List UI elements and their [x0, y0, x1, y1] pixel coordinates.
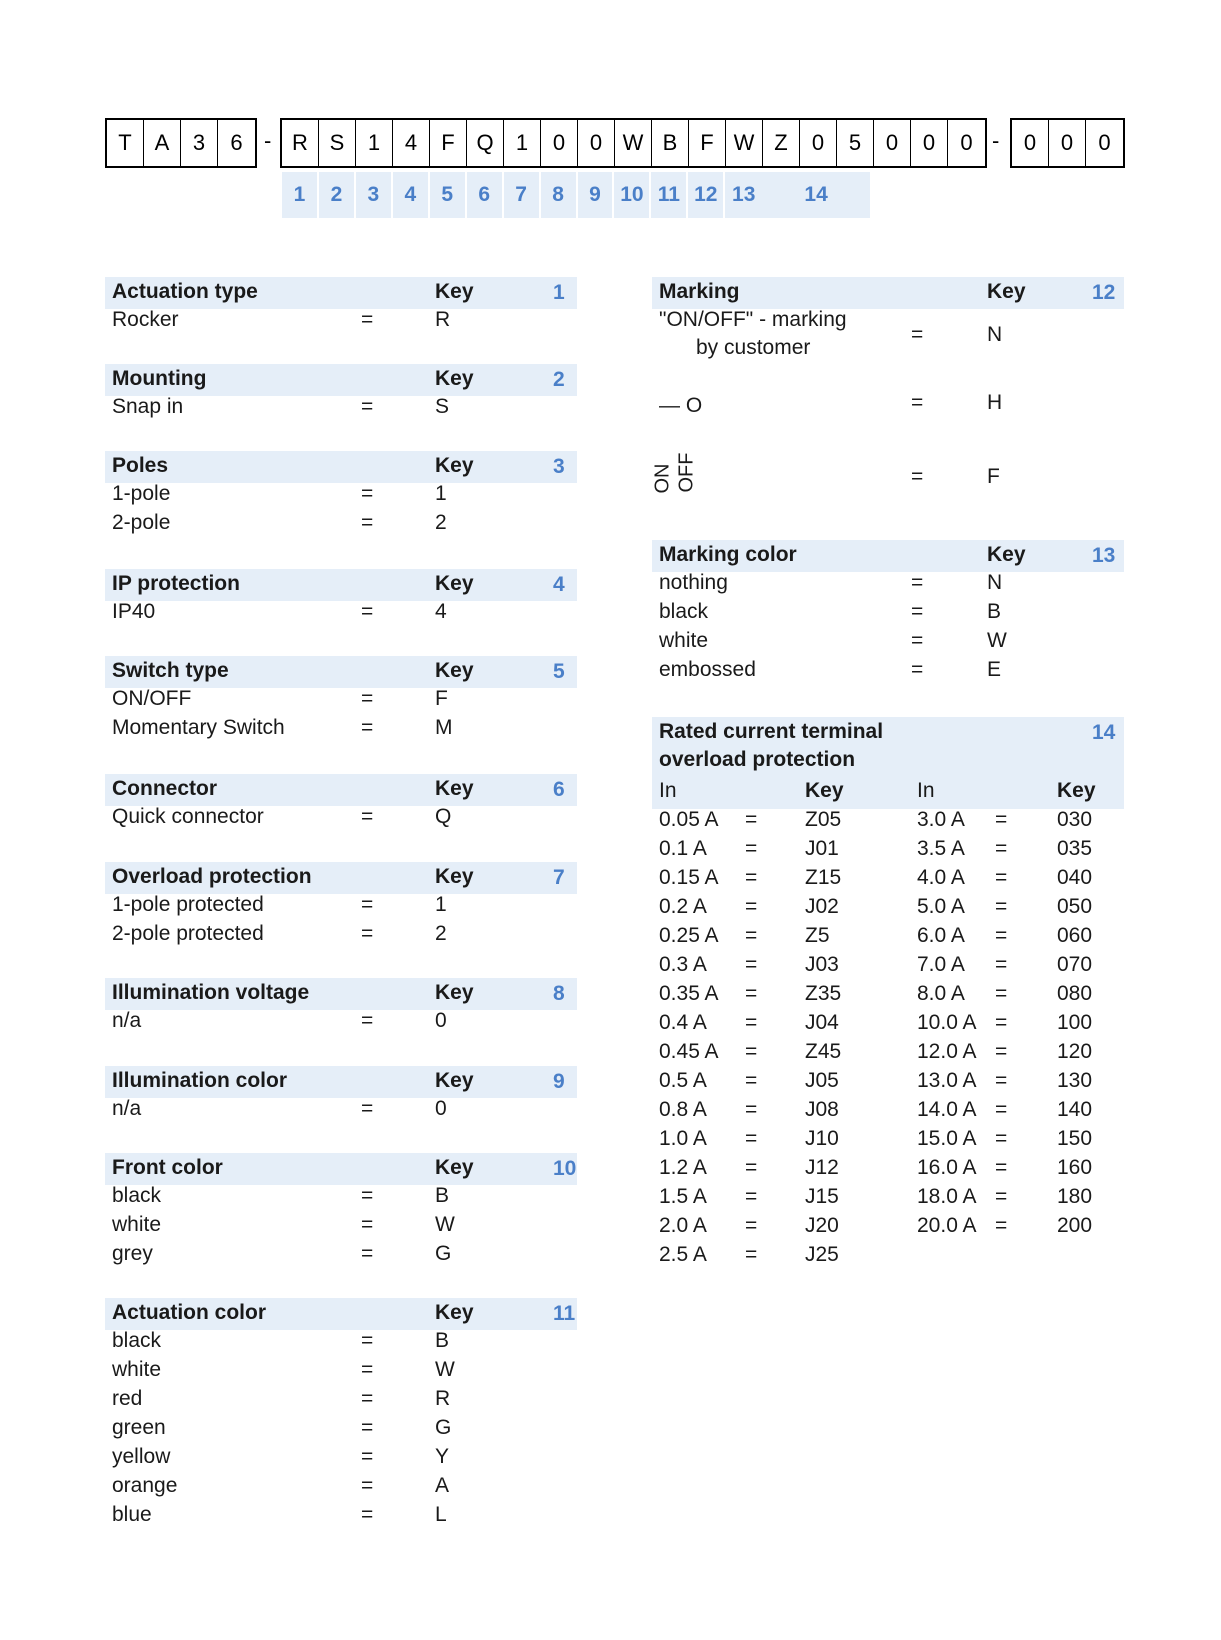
current-value: 7.0 A — [917, 953, 965, 976]
option-label: Momentary Switch — [112, 716, 285, 739]
part-code-index: 13 — [732, 183, 756, 206]
equals-sign: = — [361, 1097, 374, 1120]
current-key: Z45 — [805, 1040, 842, 1063]
equals-sign: = — [995, 1127, 1008, 1150]
option-key: 0 — [435, 1097, 447, 1120]
option-key: S — [435, 395, 450, 418]
option-label: black — [112, 1184, 162, 1207]
equals-sign: = — [361, 805, 374, 828]
equals-sign: = — [745, 837, 758, 860]
part-code-index: 12 — [688, 172, 725, 218]
current-key: J15 — [805, 1185, 839, 1208]
current-key: J20 — [805, 1214, 839, 1237]
column-key-label: Key — [805, 779, 844, 802]
option-label: 1-pole protected — [112, 893, 264, 916]
option-key: R — [435, 1387, 451, 1410]
option-key: B — [435, 1329, 450, 1352]
section-number: 12 — [1092, 281, 1116, 304]
current-value: 1.0 A — [659, 1127, 707, 1150]
equals-sign: = — [995, 982, 1008, 1005]
current-key: 180 — [1057, 1185, 1093, 1208]
current-value: 3.0 A — [917, 808, 965, 831]
equals-sign: = — [361, 1213, 374, 1236]
current-value: 12.0 A — [917, 1040, 977, 1063]
option-key: A — [435, 1474, 450, 1497]
current-value: 0.25 A — [659, 924, 719, 947]
part-code-char: 5 — [837, 120, 874, 166]
option-label-line1: "ON/OFF" - marking — [659, 308, 847, 331]
current-key: 160 — [1057, 1156, 1093, 1179]
equals-sign: = — [361, 1445, 374, 1468]
part-code-index: 7 — [504, 172, 541, 218]
option-label: white — [112, 1358, 162, 1381]
section-title: IP protection — [112, 572, 240, 595]
part-code-char: Z — [763, 120, 800, 166]
current-key: Z5 — [805, 924, 830, 947]
equals-sign: = — [745, 953, 758, 976]
equals-sign: = — [361, 1329, 374, 1352]
option-label: grey — [112, 1242, 153, 1265]
part-code-index: 3 — [356, 172, 393, 218]
equals-sign: = — [361, 1009, 374, 1032]
part-code-char: 4 — [393, 120, 430, 166]
equals-sign: = — [745, 982, 758, 1005]
part-code-index: 11 — [651, 172, 688, 218]
current-key: 130 — [1057, 1069, 1093, 1092]
section-number: 3 — [553, 455, 565, 478]
current-value: 0.4 A — [659, 1011, 707, 1034]
section-number: 5 — [553, 660, 565, 683]
equals-sign: = — [911, 571, 924, 594]
section-key-label: Key — [435, 367, 474, 390]
option-label: black — [659, 600, 709, 623]
option-label: ON/OFF — [112, 687, 192, 710]
equals-sign: = — [361, 1474, 374, 1497]
section-title: Front color — [112, 1156, 223, 1179]
current-value: 0.5 A — [659, 1069, 707, 1092]
equals-sign: = — [911, 629, 924, 652]
section-key-label: Key — [435, 1301, 474, 1324]
equals-sign: = — [995, 808, 1008, 831]
option-key: F — [987, 465, 1000, 488]
equals-sign: = — [361, 308, 374, 331]
equals-sign: = — [745, 1098, 758, 1121]
part-code-char: Q — [467, 120, 504, 166]
option-key: G — [435, 1242, 452, 1265]
equals-sign: = — [361, 1242, 374, 1265]
option-label: 2-pole — [112, 511, 171, 534]
current-value: 2.5 A — [659, 1243, 707, 1266]
part-code-index: 10 — [614, 172, 651, 218]
option-key: Q — [435, 805, 452, 828]
current-value: 1.2 A — [659, 1156, 707, 1179]
option-key: E — [987, 658, 1002, 681]
equals-sign: = — [911, 600, 924, 623]
part-code-index: 14 — [804, 183, 828, 206]
section-title: Illumination color — [112, 1069, 288, 1092]
section-number: 10 — [553, 1157, 577, 1180]
section-header-bg — [105, 451, 577, 483]
section-title: Switch type — [112, 659, 229, 682]
part-code-index: 8 — [541, 172, 578, 218]
part-code-char: 0 — [960, 130, 973, 155]
equals-sign: = — [745, 1069, 758, 1092]
marking-symbol-on: ON — [651, 463, 674, 494]
part-code-char: 0 — [800, 120, 837, 166]
option-label: n/a — [112, 1097, 142, 1120]
current-key: 200 — [1057, 1214, 1093, 1237]
section-key-label: Key — [435, 659, 474, 682]
option-label: blue — [112, 1503, 152, 1526]
current-key: 140 — [1057, 1098, 1093, 1121]
part-code-char: 0 — [1098, 130, 1111, 155]
section-number: 11 — [553, 1302, 576, 1325]
section-title: Connector — [112, 777, 217, 800]
option-label: nothing — [659, 571, 728, 594]
section-key-label: Key — [435, 981, 474, 1004]
option-key: 1 — [435, 893, 447, 916]
part-code-char: R — [282, 120, 319, 166]
current-key: 070 — [1057, 953, 1093, 976]
section-key-label: Key — [987, 543, 1026, 566]
section-title: Mounting — [112, 367, 207, 390]
option-key: L — [435, 1503, 447, 1526]
section-number: 14 — [1092, 721, 1116, 744]
column-key-label: Key — [1057, 779, 1096, 802]
part-code-char: T — [107, 120, 144, 166]
equals-sign: = — [745, 1156, 758, 1179]
part-code-char: S — [319, 120, 356, 166]
current-key: J02 — [805, 895, 839, 918]
equals-sign: = — [745, 1214, 758, 1237]
section-number: 8 — [553, 982, 565, 1005]
current-key: Z35 — [805, 982, 842, 1005]
option-key: W — [435, 1213, 455, 1236]
equals-sign: = — [995, 866, 1008, 889]
equals-sign: = — [745, 1040, 758, 1063]
equals-sign: = — [361, 1184, 374, 1207]
part-code-index: 6 — [467, 172, 504, 218]
option-label: 1-pole — [112, 482, 171, 505]
section-title-line2: overload protection — [659, 748, 856, 771]
column-in-label: In — [917, 779, 935, 802]
part-code-char: 1 — [356, 120, 393, 166]
option-label: Snap in — [112, 395, 184, 418]
current-value: 0.1 A — [659, 837, 707, 860]
current-value: 0.05 A — [659, 808, 719, 831]
part-code-char: 0 — [578, 120, 615, 166]
part-code-char: B — [652, 120, 689, 166]
current-value: 0.3 A — [659, 953, 707, 976]
section-number: 7 — [553, 866, 565, 889]
current-value: 10.0 A — [917, 1011, 977, 1034]
section-title-line1: Rated current terminal — [659, 720, 884, 743]
option-label: orange — [112, 1474, 178, 1497]
current-key: Z15 — [805, 866, 842, 889]
section-title: Poles — [112, 454, 169, 477]
column-in-label: In — [659, 779, 677, 802]
option-label: n/a — [112, 1009, 142, 1032]
part-code-char: 0 — [1049, 120, 1086, 166]
current-key: 100 — [1057, 1011, 1093, 1034]
section-key-label: Key — [435, 865, 474, 888]
option-label: yellow — [112, 1445, 171, 1468]
section-number: 13 — [1092, 544, 1116, 567]
option-key: R — [435, 308, 451, 331]
option-label: green — [112, 1416, 166, 1439]
equals-sign: = — [995, 837, 1008, 860]
equals-sign: = — [911, 658, 924, 681]
option-key: B — [987, 600, 1002, 623]
current-key: 040 — [1057, 866, 1093, 889]
marking-symbol-dash-o: — O — [659, 394, 703, 417]
current-value: 16.0 A — [917, 1156, 977, 1179]
part-code-char: F — [689, 120, 726, 166]
equals-sign: = — [361, 600, 374, 623]
option-key: M — [435, 716, 453, 739]
part-code-index: 2 — [319, 172, 356, 218]
current-key: J12 — [805, 1156, 839, 1179]
equals-sign: = — [745, 1185, 758, 1208]
equals-sign: = — [995, 924, 1008, 947]
option-key: 2 — [435, 511, 447, 534]
current-value: 14.0 A — [917, 1098, 977, 1121]
equals-sign: = — [361, 893, 374, 916]
marking-symbol-off: OFF — [675, 452, 698, 493]
current-value: 3.5 A — [917, 837, 965, 860]
option-label: Quick connector — [112, 805, 264, 828]
equals-sign: = — [361, 716, 374, 739]
part-code-group-1 — [105, 118, 257, 168]
equals-sign: = — [995, 953, 1008, 976]
option-key: H — [987, 391, 1003, 414]
current-value: 0.8 A — [659, 1098, 707, 1121]
current-key: 030 — [1057, 808, 1093, 831]
option-key: Y — [435, 1445, 450, 1468]
section-title: Illumination voltage — [112, 981, 310, 1004]
section-title: Actuation color — [112, 1301, 267, 1324]
option-key: G — [435, 1416, 452, 1439]
part-code-index: 1 — [282, 172, 319, 218]
current-key: J05 — [805, 1069, 839, 1092]
equals-sign: = — [995, 1011, 1008, 1034]
equals-sign: = — [995, 1156, 1008, 1179]
current-key: 120 — [1057, 1040, 1093, 1063]
part-code-char: F — [430, 120, 467, 166]
option-key: 0 — [435, 1009, 447, 1032]
option-key: 4 — [435, 600, 447, 623]
current-key: 080 — [1057, 982, 1093, 1005]
equals-sign: = — [745, 808, 758, 831]
current-value: 1.5 A — [659, 1185, 707, 1208]
equals-sign: = — [361, 395, 374, 418]
part-code-index-row — [282, 172, 870, 218]
option-label: Rocker — [112, 308, 179, 331]
current-value: 0.15 A — [659, 866, 719, 889]
section-number: 9 — [553, 1070, 565, 1093]
equals-sign: = — [911, 465, 924, 488]
current-key: J25 — [805, 1243, 839, 1266]
section-number: 2 — [553, 368, 565, 391]
current-key: 050 — [1057, 895, 1093, 918]
section-title: Actuation type — [112, 280, 258, 303]
section-key-label: Key — [435, 777, 474, 800]
equals-sign: = — [745, 924, 758, 947]
part-code-group-2 — [280, 118, 987, 168]
equals-sign: = — [745, 866, 758, 889]
part-code-char: 3 — [181, 120, 218, 166]
current-value: 18.0 A — [917, 1185, 977, 1208]
equals-sign: = — [361, 1503, 374, 1526]
option-label: black — [112, 1329, 162, 1352]
section-key-label: Key — [435, 454, 474, 477]
option-key: W — [435, 1358, 455, 1381]
option-key: N — [987, 323, 1003, 346]
current-value: 2.0 A — [659, 1214, 707, 1237]
current-value: 0.45 A — [659, 1040, 719, 1063]
option-label: white — [112, 1213, 162, 1236]
equals-sign: = — [361, 511, 374, 534]
option-label: 2-pole protected — [112, 922, 264, 945]
current-value: 6.0 A — [917, 924, 965, 947]
equals-sign: = — [995, 1069, 1008, 1092]
section-key-label: Key — [435, 280, 474, 303]
part-code-index: 5 — [430, 172, 467, 218]
option-label: embossed — [659, 658, 756, 681]
option-key: N — [987, 571, 1003, 594]
equals-sign: = — [911, 323, 924, 346]
equals-sign: = — [995, 1214, 1008, 1237]
current-key: J08 — [805, 1098, 839, 1121]
current-key: 060 — [1057, 924, 1093, 947]
part-code-char: 1 — [504, 120, 541, 166]
option-key: F — [435, 687, 448, 710]
current-value: 20.0 A — [917, 1214, 977, 1237]
part-code-char: W — [726, 120, 763, 166]
part-code-char: 0 — [874, 120, 911, 166]
option-label-line2: by customer — [696, 336, 811, 359]
section-key-label: Key — [435, 1156, 474, 1179]
equals-sign: = — [745, 1011, 758, 1034]
part-code-char: 0 — [541, 120, 578, 166]
current-value: 0.2 A — [659, 895, 707, 918]
section-number: 6 — [553, 778, 565, 801]
part-code-group-3 — [1010, 118, 1125, 168]
equals-sign: = — [745, 895, 758, 918]
part-code-char: A — [144, 120, 181, 166]
part-code-separator-2: - — [992, 128, 1000, 153]
current-key: J10 — [805, 1127, 839, 1150]
option-key: 1 — [435, 482, 447, 505]
part-code-char: W — [615, 120, 652, 166]
section-title: Marking — [659, 280, 740, 303]
current-value: 0.35 A — [659, 982, 719, 1005]
part-code-index: 9 — [578, 172, 615, 218]
option-key: W — [987, 629, 1007, 652]
part-code-char: 0 — [1012, 120, 1049, 166]
part-code-index: 4 — [393, 172, 430, 218]
equals-sign: = — [361, 1387, 374, 1410]
current-key: J03 — [805, 953, 839, 976]
option-label: IP40 — [112, 600, 156, 623]
section-number: 1 — [553, 281, 565, 304]
equals-sign: = — [361, 482, 374, 505]
current-value: 4.0 A — [917, 866, 965, 889]
section-title: Marking color — [659, 543, 797, 566]
part-code-char: 6 — [230, 130, 243, 155]
current-key: J01 — [805, 837, 839, 860]
option-label: red — [112, 1387, 143, 1410]
current-value: 8.0 A — [917, 982, 965, 1005]
part-code-char: 0 — [911, 120, 948, 166]
option-key: B — [435, 1184, 450, 1207]
section-number: 4 — [553, 573, 565, 596]
equals-sign: = — [995, 1098, 1008, 1121]
section-title: Overload protection — [112, 865, 312, 888]
equals-sign: = — [995, 1040, 1008, 1063]
current-value: 13.0 A — [917, 1069, 977, 1092]
option-label: white — [659, 629, 709, 652]
current-key: 035 — [1057, 837, 1093, 860]
current-value: 5.0 A — [917, 895, 965, 918]
current-key: Z05 — [805, 808, 842, 831]
equals-sign: = — [361, 1358, 374, 1381]
equals-sign: = — [995, 895, 1008, 918]
section-key-label: Key — [435, 1069, 474, 1092]
current-value: 15.0 A — [917, 1127, 977, 1150]
current-key: 150 — [1057, 1127, 1093, 1150]
equals-sign: = — [745, 1127, 758, 1150]
section-key-label: Key — [987, 280, 1026, 303]
option-key: 2 — [435, 922, 447, 945]
equals-sign: = — [361, 1416, 374, 1439]
equals-sign: = — [361, 687, 374, 710]
equals-sign: = — [361, 922, 374, 945]
equals-sign: = — [911, 391, 924, 414]
equals-sign: = — [995, 1185, 1008, 1208]
section-key-label: Key — [435, 572, 474, 595]
equals-sign: = — [745, 1243, 758, 1266]
part-code-separator-1: - — [264, 128, 272, 153]
current-key: J04 — [805, 1011, 839, 1034]
